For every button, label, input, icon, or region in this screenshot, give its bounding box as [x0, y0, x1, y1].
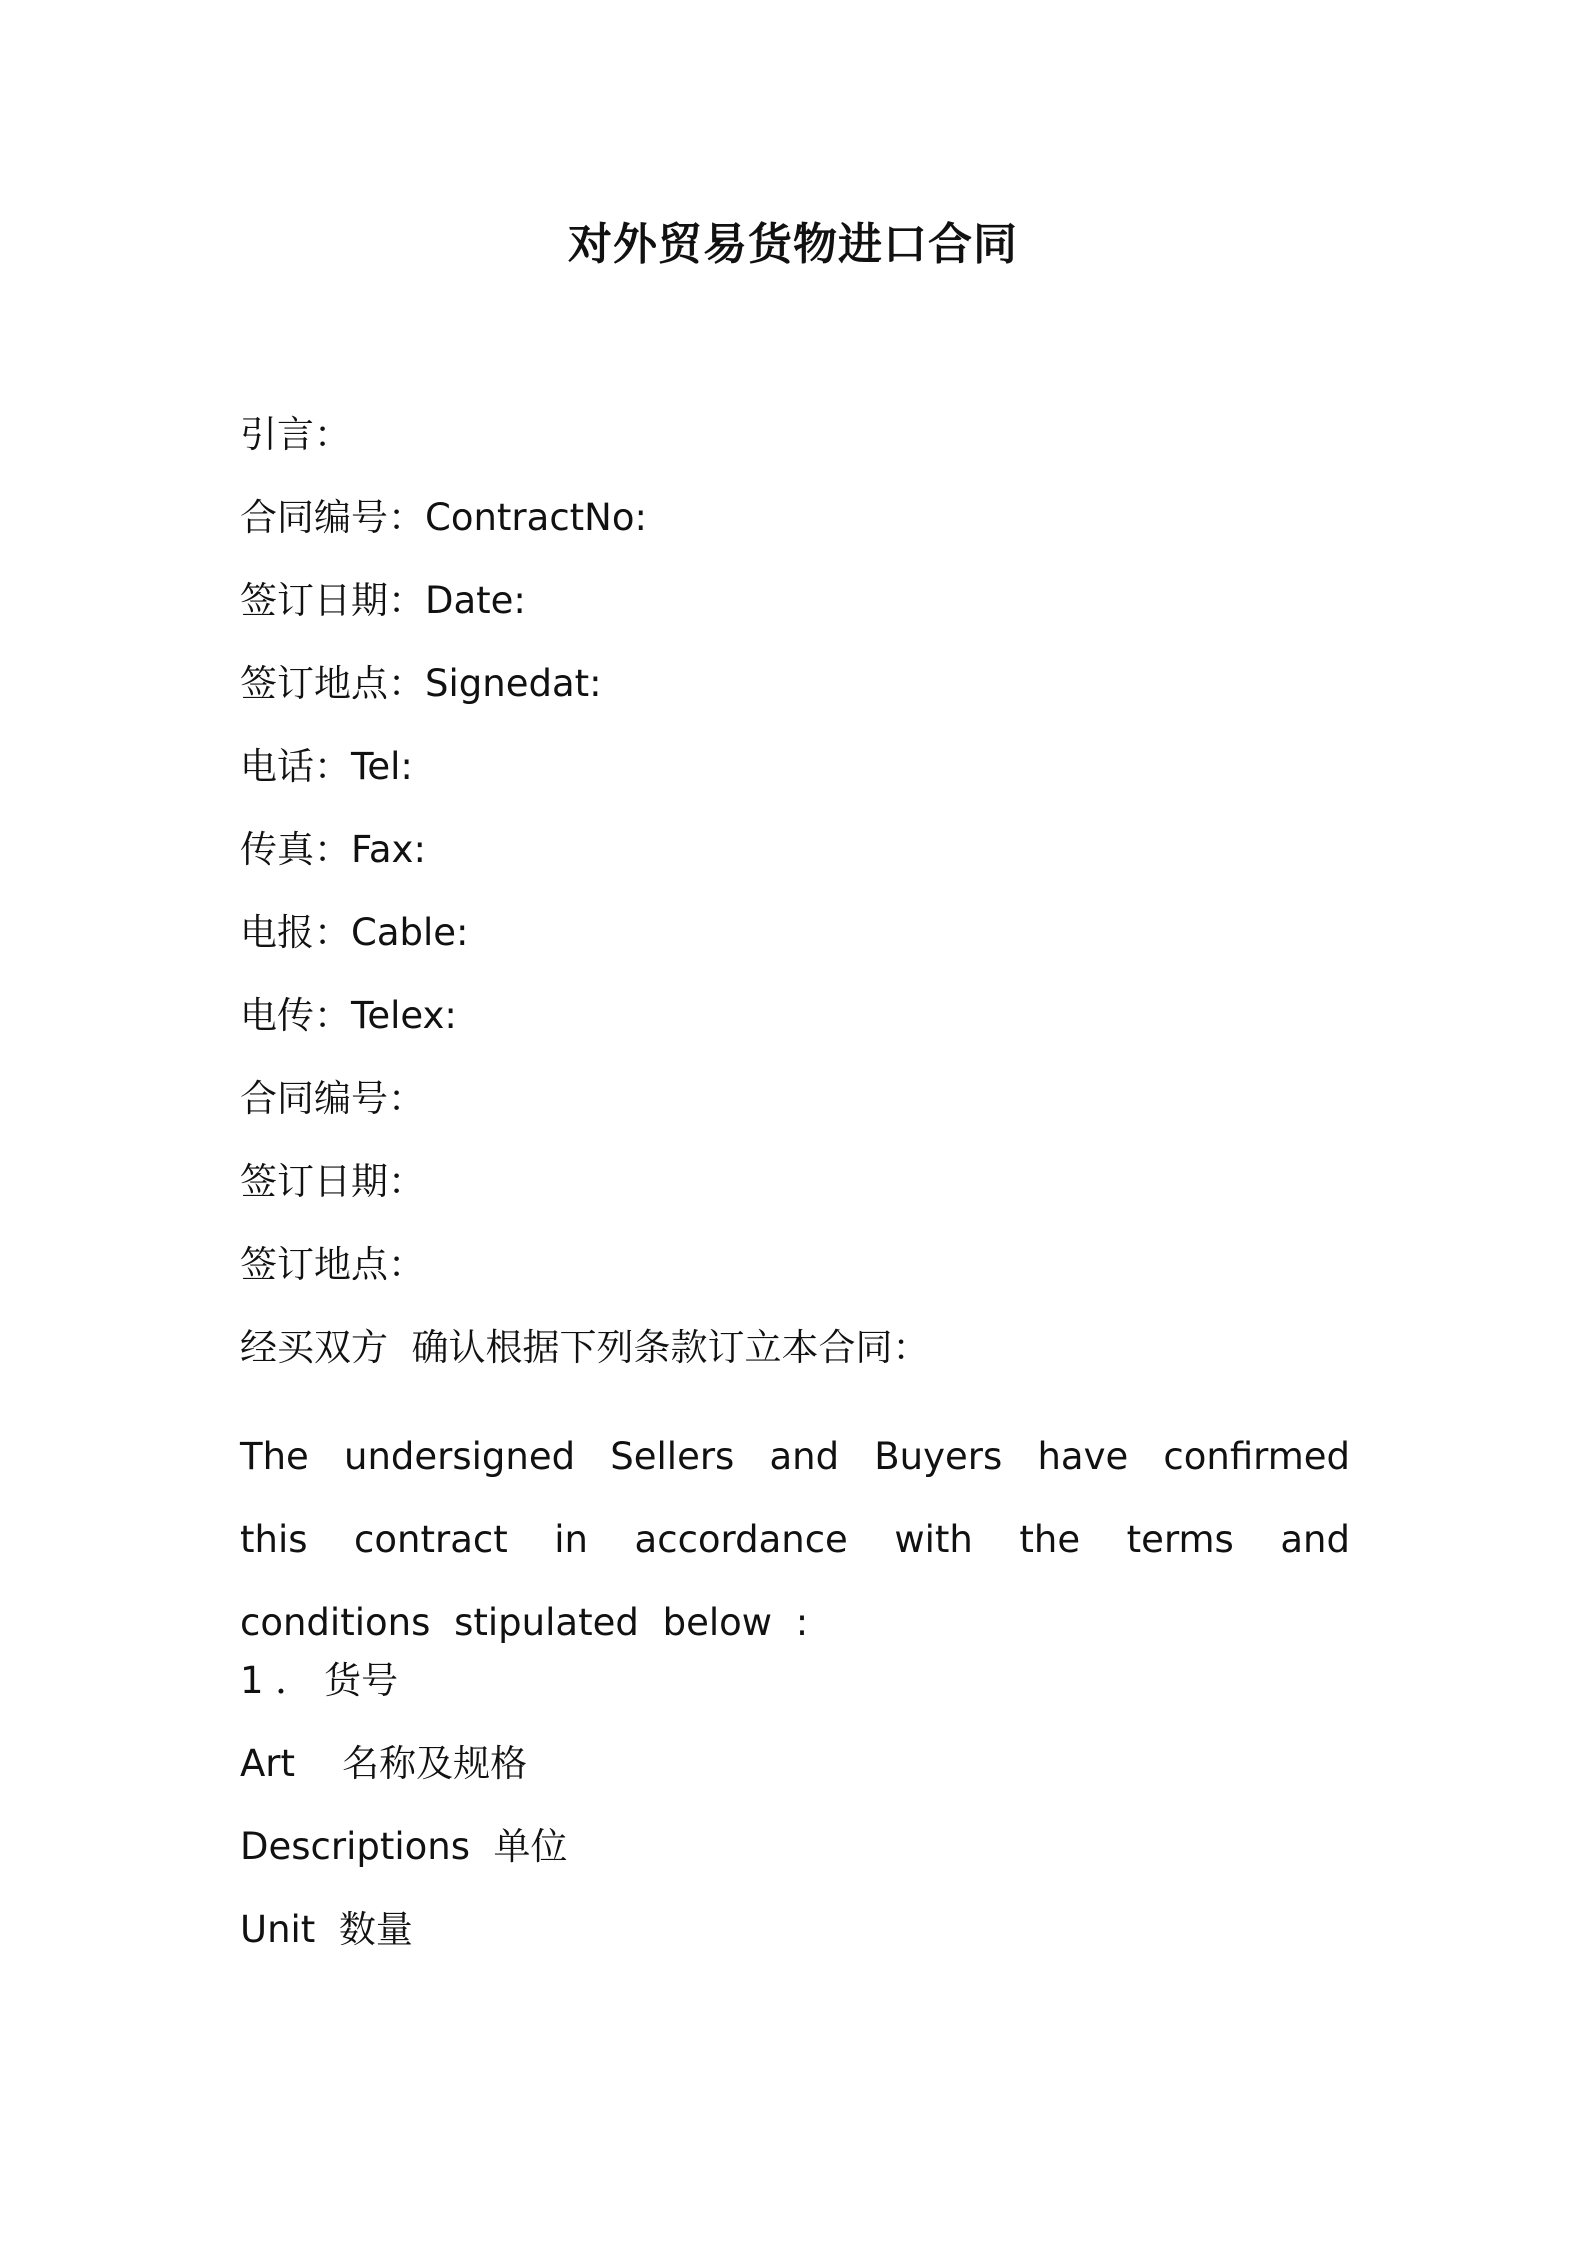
telex-line: 电传：Telex: [240, 994, 457, 1037]
signing-place-cn-line: 签订地点： [240, 1243, 425, 1286]
agreement-paragraph: The undersigned Sellers and Buyers have confirmed this contract in accordance with the terms and conditions stipulated below : [240, 1435, 1350, 1644]
signing-date-line: 签订日期：Date: [240, 579, 526, 622]
signing-place-line: 签订地点：Signedat: [240, 662, 602, 705]
item-name-spec: Art 名称及规格 [240, 1742, 528, 1785]
contract-number-line: 合同编号：ContractNo: [240, 496, 647, 539]
telephone-line: 电话：Tel: [240, 745, 413, 788]
fax-line: 传真：Fax: [240, 828, 426, 871]
cable-line: 电报：Cable: [240, 911, 469, 954]
item-unit: Descriptions 单位 [240, 1825, 568, 1868]
intro-label: 引言： [240, 413, 351, 456]
item-quantity: Unit 数量 [240, 1908, 413, 1951]
signing-date-cn-line: 签订日期： [240, 1160, 425, 1203]
agreement-intro-line: 经买双方 确认根据下列条款订立本合同： [240, 1326, 930, 1369]
item-article-number: 1 ． 货号 [240, 1659, 399, 1702]
document-title: 对外贸易货物进口合同 [568, 219, 1018, 270]
contract-number-cn-line: 合同编号： [240, 1077, 425, 1120]
